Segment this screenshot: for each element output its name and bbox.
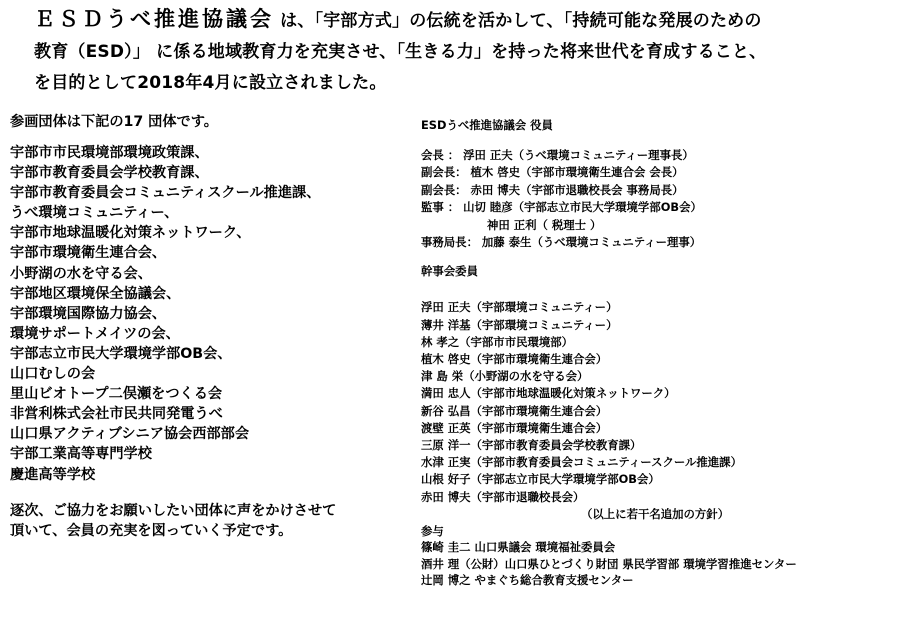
participant-item: 里山ビオトープ二俣瀬をつくる会 xyxy=(10,386,223,403)
participant-list xyxy=(10,143,405,485)
executive-heading: 幹事会委員 xyxy=(421,264,478,279)
participant-item: 宇部市教育委員会コミュニティスクール推進課、 xyxy=(10,185,321,202)
org-name: ＥＳＤうべ推進協議会 xyxy=(34,7,274,31)
participant-item: 慶進高等学校 xyxy=(10,466,96,483)
advisor-item: 酒井 理（公財）山口県ひとづくり財団 県民学習部 環境学習推進センター xyxy=(421,556,797,571)
executive-member-list xyxy=(421,299,899,505)
participant-item: 非営利株式会社市民共同発電うべ xyxy=(10,406,223,423)
intro-line-3: を目的として2018年4月に設立されました。 xyxy=(34,73,387,93)
participants-lead: 参画団体は下記の17 団体です。 xyxy=(10,114,218,130)
officers-section xyxy=(421,117,899,589)
executive-member: 三原 洋一（宇部市教育委員会学校教育課） xyxy=(421,438,642,453)
officer-item: 副会長： 赤田 博夫（宇部市退職校長会 事務局長） xyxy=(421,182,684,197)
participant-item: 山口県アクティブシニア協会西部部会 xyxy=(10,426,250,443)
executive-member: 渡壁 正英（宇部市環境衛生連合会） xyxy=(421,420,608,435)
advisor-list xyxy=(421,539,899,589)
officers-heading: ESDうべ推進協議会 役員 xyxy=(421,118,553,132)
intro-line-2: 教育（ESD）」 に係る地域教育力を充実させ、「生きる力」を持った将来世代を育成すること、 xyxy=(34,42,767,62)
executive-member: 林 孝之（宇部市市民環境部） xyxy=(421,334,574,349)
participant-item: 環境サポートメイツの会、 xyxy=(10,325,180,342)
participant-item: 宇部環境国際協力協会、 xyxy=(10,305,167,322)
advisors-heading: 参与 xyxy=(421,523,444,538)
executive-member: 薄井 洋基（宇部環境コミュニティー） xyxy=(421,317,618,332)
officer-item-auditor-2: 神田 正利（ 税理士 ） xyxy=(487,217,602,232)
executive-note: （以上に若干名追加の方針） xyxy=(581,506,730,521)
executive-member: 浮田 正夫（宇部環境コミュニティー） xyxy=(421,300,618,315)
participant-item: 宇部市市民環境部環境政策課、 xyxy=(10,145,209,161)
participant-groups-section xyxy=(10,112,405,541)
intro-statement xyxy=(34,4,894,99)
closing-line-2: 頂いて、会員の充実を図っていく予定です。 xyxy=(10,522,293,539)
officer-list xyxy=(421,147,899,251)
executive-member: 水津 正実（宇部市教育委員会コミュニティースクール推進課） xyxy=(421,455,742,470)
officer-item-secretary: 事務局長： 加藤 泰生（うべ環境コミュニティー理事） xyxy=(421,235,702,250)
participant-item: うべ環境コミュニティー、 xyxy=(10,205,179,222)
executive-member: 新谷 弘昌（宇部市環境衛生連合会） xyxy=(421,403,608,418)
participants-closing xyxy=(10,501,405,541)
intro-line-1-text: は、「宇部方式」の伝統を活かして、「持続可能な発展のための xyxy=(274,11,762,31)
participant-item: 宇部市教育委員会学校教育課、 xyxy=(10,165,209,182)
participant-item: 山口むしの会 xyxy=(10,366,96,383)
intro-line-1 xyxy=(34,4,894,37)
participant-item: 宇部市環境衛生連合会、 xyxy=(10,245,167,262)
participant-item: 宇部志立市民大学環境学部OB会、 xyxy=(10,345,232,362)
officer-item: 会長 ： 浮田 正夫（うべ環境コミュニティー理事長） xyxy=(421,148,694,162)
participant-item: 宇部地区環境保全協議会、 xyxy=(10,285,181,302)
executive-member: 赤田 博夫（宇部市退職校長会） xyxy=(421,489,585,504)
officer-item: 副会長： 植木 啓史（宇部市環境衛生連合会 会長） xyxy=(421,165,684,180)
closing-line-1: 逐次、ご協力をお願いしたい団体に声をかけさせて xyxy=(10,502,337,519)
advisor-item: 辻岡 博之 やまぐち総合教育支援センター xyxy=(421,573,634,588)
executive-member: 山根 好子（宇部志立市民大学環境学部OB会） xyxy=(421,472,660,487)
executive-member: 満田 忠人（宇部市地球温暖化対策ネットワーク） xyxy=(421,386,676,401)
participant-item: 宇部市地球温暖化対策ネットワーク、 xyxy=(10,225,251,242)
participant-item: 小野湖の水を守る会、 xyxy=(10,265,152,282)
advisor-item: 篠崎 圭二 山口県議会 環境福祉委員会 xyxy=(421,539,616,554)
executive-member: 植木 啓史（宇部市環境衛生連合会） xyxy=(421,352,608,367)
officer-item: 監事 ： 山切 睦彦（宇部志立市民大学環境学部OB会） xyxy=(421,200,702,215)
executive-member: 津 島 栄（小野湖の水を守る会） xyxy=(421,369,589,384)
participant-item: 宇部工業高等専門学校 xyxy=(10,446,152,463)
